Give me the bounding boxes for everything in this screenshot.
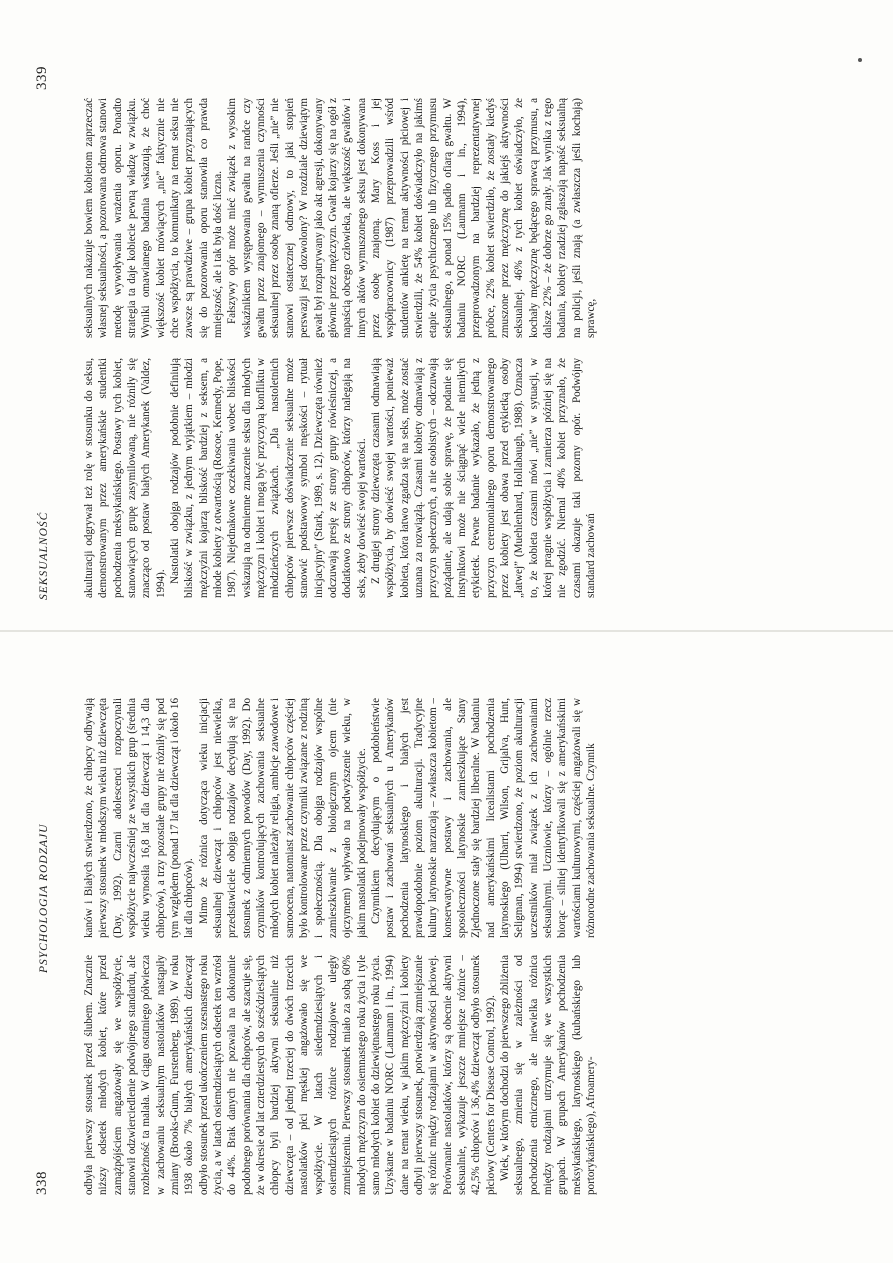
paragraph: Wiek, w którym dochodzi do pierwszego zbliżenia seksualnego, zmienia się w zależności od pochodzenia etnicznego, ale niewielka różnica między rodzajami utrzymuje się we wszystkich grupach. W grupach Amerykanów pochodzenia meksykańskiego, latynoskiego (kubańskiego lub portorykańskiego), Afroamery-: [498, 955, 598, 1195]
left-page: [0, 632, 893, 1263]
paragraph: Fałszywy opór może mieć związek z wysokim wskaźnikiem występowania gwałtu na randce czy gwałtu przez znajomego – wymuszenia czynności seksualnej przez osobę znaną ofierze. Jeśli „nie” nie stanowi ostatecznej odmowy, to jaki stopień perswazji jest dozwolony? W rozdziale dziewiątym gwałt był rozpatrywany jako akt agresji, dokonywany głównie przez mężczyzn. Gwałt kojarzy się na ogół z napaścią obcego człowieka, ale większość gwałtów i innych aktów wymuszonego seksu jest dokonywana przez osobę znajomą. Mary Koss i jej współpracownicy (1987) przeprowadzili wśród studentów ankietę na temat aktywności płciowej i stwierdzili, że 54% kobiet doświadczyło na jakimś etapie życia psychicznego lub fizycznego przymusu seksualnego, a ponad 15% padło ofiarą gwałtu. W badaniu NORC (Laumann i in., 1994), przeprowadzonym na bardziej reprezentatywnej próbce, 22% kobiet stwierdziło, że zostały kiedyś zmuszone przez mężczyznę do jakiejś aktywności seksualnej. 46% z tych kobiet oświadczyło, że kochały mężczyznę będącego sprawcą przymusu, a dalsze 22% – że dobrze go znały. Jak wynika z tego badania, kobiety rzadziej zgłaszają napaść seksualną na policji, jeśli znają (a zwłaszcza jeśli kochają) sprawcę,: [226, 98, 598, 338]
paragraph: seksualnych nakazuje bowiem kobietom zaprzeczać własnej seksualności, a pozorowana odmowa stanowi metodę wywoływania wrażenia oporu. Ponadto strategia ta daje kobiecie pewną władzę w związku. Wyniki omawianego badania wskazują, że choć większość kobiet mówiących „nie” faktycznie nie chce współżycia, to komunikaty na temat seksu nie zawsze są prawdziwe – grupa kobiet przyznających się do pozorowania oporu stanowiła co prawda mniejszość, ale i tak była dość liczna.: [83, 98, 225, 338]
right-running-head: SEKSUALNOŚĆ: [38, 511, 50, 600]
paragraph: odbyła pierwszy stosunek przed ślubem. Znacznie niższy odsetek młodych kobiet, które przed zamążpójściem angażowały się we współżycie, stanowił odzwierciedlenie podwójnego standardu, ale rozbieżność ta malała. W ciągu ostatniego półwiecza w zachowaniu seksualnym nastolatków nastąpiły zmiany (Brooks-Gunn, Furstenberg, 1989). W roku 1938 około 7% białych amerykańskich dziewcząt odbyło stosunek przed ukończeniem szesnastego roku życia, a w latach osiemdziesiątych odsetek ten wzrósł do 44%. Brak danych nie pozwala na dokonanie podobnego porównania dla chłopców, ale szacuje się, że w okresie od lat czterdziestych do sześćdziesiątych chłopcy byli bardziej aktywni seksualnie niż dziewczęta – od jednej trzeciej do dwóch trzecich nastolatków płci męskiej angażowało się we współżycie. W latach siedemdziesiątych i osiemdziesiątych różnice rodzajowe uległy zmniejszeniu. Pierwszy stosunek miało za sobą 60% młodych mężczyzn do osiemnastego roku życia i tyle samo młodych kobiet do dziewiętnastego roku życia. Uzyskane w badaniu NORC (Laumann i in., 1994) dane na temat wieku, w jakim mężczyźni i kobiety odbyli pierwszy stosunek, potwierdzają zmniejszanie się różnic między rodzajami w aktywności płciowej. Porównanie nastolatków, którzy są obecnie aktywni seksualnie, wykazuje jeszcze mniejsze różnice – 42,5% chłopców i 36,4% dziewcząt odbyło stosunek płciowy (Centers for Disease Control, 1992).: [83, 955, 497, 1195]
right-page-number: 339: [34, 66, 50, 90]
paragraph: Mimo że różnica dotycząca wieku inicjacji seksualnej dziewcząt i chłopców jest niewielka, przedstawiciele obojga rodzajów decydują się na stosunek z odmiennych powodów (Day, 1992). Do czynników kontrolujących zachowania seksualne młodych kobiet należały religia, ambicje zawodowe i samoocena, natomiast zachowanie chłopców częściej było kontrolowane przez czynniki związane z rodziną i społecznością. Dla obojga rodzajów wspólne zamieszkiwanie z biologicznym ojcem (nie ojczymem) wpływało na podwyższenie wieku, w jakim nastolatki podejmowały współżycie.: [197, 698, 368, 938]
paragraph: Czynnikiem decydującym o podobieństwie postaw i zachowań seksualnych u Amerykanów pochodzenia latynoskiego i białych jest prawdopodobnie poziom akulturacji. Tradycyjne kultury latynoskie narzucają – zwłaszcza kobietom – konserwatywne postawy i zachowania, ale sposoleczności latynoskie zamieszkujące Stany Zjednoczone stały się bardziej liberalne. W badaniu nad amerykańskimi licealistami pochodzenia latynoskiego (Ulbarri, Wilson, Grijalva, Hunt, Seligman, 1994) stwierdzono, że poziom akulturacji uczestników miał związek z ich zachowaniami seksualnymi. Uczniowie, którzy – ogólnie rzecz biorąc – silniej identyfikowali się z amerykańskimi wartościami kulturowymi, częściej angażowali się w różnorodne zachowania seksualne. Czynnik: [369, 698, 598, 938]
paragraph: akulturacji odgrywał też rolę w stosunku do seksu, demonstrowanym przez amerykańskie studentki pochodzenia meksykańskiego. Postawy tych kobiet, stanowiących grupę zasymilowaną, nie różniły się znacząco od postaw białych Amerykanek (Valdez, 1994).: [83, 358, 167, 598]
left-page-number: 338: [34, 1171, 50, 1195]
paragraph: kanów i Białych stwierdzono, że chłopcy odbywają pierwszy stosunek w młodszym wieku niż dziewczęta (Day, 1992). Czarni adolescenci rozpoczynali współżycie najwcześniej ze wszystkich grup (średnia wieku wynosiła 16,8 lat dla dziewcząt i 14,3 dla chłopców), a trzy pozostałe grupy nie różniły się pod tym względem (ponad 17 lat dla dziewcząt i około 16 lat dla chłopców).: [83, 698, 196, 938]
right-page: [0, 0, 893, 630]
left-column-2: [82, 698, 842, 938]
scan-speck: [858, 58, 862, 62]
left-column-1: [82, 955, 842, 1195]
paragraph: Nastolatki obojga rodzajów podobnie definiują bliskość w związku, z jednym wyjątkiem – młodzi mężczyźni kojarzą bliskość bardziej z seksem, a młode kobiety z otwartością (Roscoe, Kennedy, Pope, 1987). Niejednakowe oczekiwania wobec bliskości wskazują na odmienne znaczenie seksu dla młodych mężczyzn i kobiet i mogą być przyczyną konfliktu w młodzieńczych związkach. „Dla nastoletnich chłopców pierwsze doświadczenie seksualne może stanowić podstawowy symbol męskości – rytuał inicjacyjny” (Stark, 1989, s. 12). Dziewczęta również odczuwają presję ze strony grupy rówieśniczej, a dodatkowo ze strony chłopców, którzy nalegają na seks, żeby dowieść swojej wartości.: [169, 358, 368, 598]
right-column-1: [82, 358, 842, 598]
left-running-head: PSYCHOLOGIA RODZAJU: [38, 823, 50, 973]
paragraph: Z drugiej strony dziewczęta czasami odmawiają współżycia, by dowieść swojej wartości, ponieważ kobieta, która łatwo zgadza się na seks, może zostać uznana za rozwiązłą. Czasami kobiety odmawiają z przyczyn społecznych, a nie osobistych – odczuwają pożądanie, ale udają sobie sprawę, że podanie się instynktowi może nie ściągnąć wiele niemiłych etykietek. Pewne badanie wykazało, że jedną z przyczyn ceremonialnego oporu demonstrowanego przez kobiety jest obawa przed etykietką osoby „łatwej” (Muehlenhard, Hollabaugh, 1988). Oznacza to, że kobieta czasami mówi „nie” w sytuacji, w której pragnie współżycia i zamierza później się na nie zgodzić. Niemal 40% kobiet przyznało, że czasami okazuje taki pozorny opór. Podwójny standard zachowań: [369, 358, 598, 598]
book-gutter: [0, 630, 893, 632]
right-column-2: [82, 98, 842, 338]
